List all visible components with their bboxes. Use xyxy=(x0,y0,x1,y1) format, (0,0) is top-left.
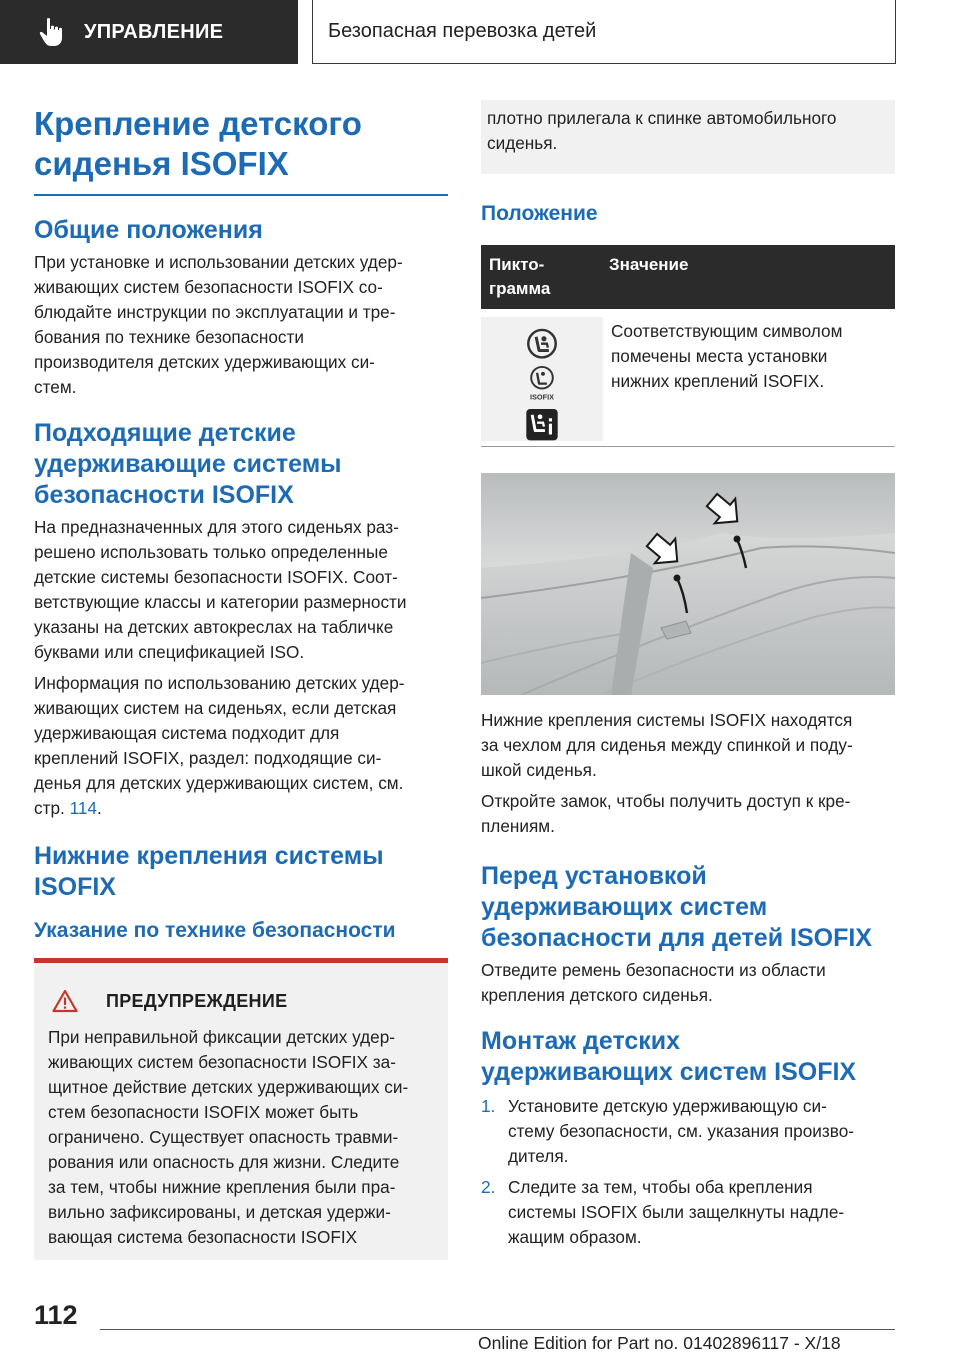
before-installation-text: Отведите ремень безопасности из области крепления детского сиденья. xyxy=(481,960,826,1005)
warning-triangle-icon xyxy=(52,989,78,1013)
footer-divider xyxy=(100,1329,895,1330)
step-number: 1. xyxy=(481,1096,496,1116)
header-section-tab xyxy=(0,0,298,64)
warning-title: ПРЕДУПРЕЖДЕНИЕ xyxy=(106,990,288,1011)
photo-caption: Нижние крепления системы ISOFIX находятся за чехлом для сиденья между спинкой и поду- шкой сиденья. xyxy=(481,710,853,780)
edition-note: Online Edition for Part no. 01402896117 - X/18 xyxy=(478,1333,841,1353)
list-item: 1. Установите детскую удерживающую си- стему безопасности, см. указания произво- дителя. xyxy=(481,1094,895,1169)
pointing-hand-icon xyxy=(38,17,64,47)
pictogram-cell xyxy=(481,317,603,441)
heading-general: Общие положения xyxy=(34,216,263,244)
suitable-paragraph-2: Информация по использованию детских удер- живающих систем на сиденьях, если детская удерживающая система подходит для креплений ISOFIX, раздел: подходящие си- денья для детских удерживающих систем, см. стр. 114. xyxy=(34,673,405,818)
isofix-anchor-photo xyxy=(481,473,895,695)
left-column xyxy=(34,100,448,1260)
heading-before-installation: Перед установкой удерживающих систем безопасности для детей ISOFIX xyxy=(481,862,872,952)
open-lock-paragraph: Откройте замок, чтобы получить доступ к кре- плениям. xyxy=(481,791,851,836)
meaning-cell: Соответствующим символом помечены места установки нижних креплений ISOFIX. xyxy=(611,321,843,391)
page-reference-link[interactable]: 114 xyxy=(69,798,97,818)
page-title: Крепление детского сиденья ISOFIX xyxy=(34,105,362,182)
child-seat-circle-icon xyxy=(525,327,559,360)
title-divider xyxy=(34,194,448,196)
heading-lower-anchorages: Нижние крепления системы ISOFIX xyxy=(34,842,384,901)
warning-box xyxy=(34,958,448,1260)
suitable-paragraph-1: На предназначенных для этого сиденьях раз- решено использовать только определенные детские системы безопасности ISOFIX. Соот- ветствующие классы и категории размерности указаны на детских автокреслах на табличке буквами или спецификацией ISO. xyxy=(34,517,407,662)
child-seat-info-icon xyxy=(525,408,559,441)
chapter-tab xyxy=(312,0,896,64)
heading-suitable-systems: Подходящие детские удерживающие системы безопасности ISOFIX xyxy=(34,419,342,509)
isofix-label-icon xyxy=(525,364,559,401)
heading-position: Положение xyxy=(481,202,598,225)
step-number: 2. xyxy=(481,1177,496,1197)
page-number: 112 xyxy=(34,1300,78,1330)
warning-text: При неправильной фиксации детских удер- живающих систем безопасности ISOFIX за- щитное действие детских удерживающих си- стем безопасности ISOFIX может быть ограничено. Существует опасность травми- рования или опасность для жизни. Следите за тем, чтобы нижние крепления были пра- вильно зафиксированы, и детская удержи- вающая система безопасности ISOFIX xyxy=(48,1027,409,1247)
list-item: 2. Следите за тем, чтобы оба крепления системы ISOFIX были защелкнуты надле- жащим образом. xyxy=(481,1175,895,1250)
pictogram-table xyxy=(481,245,895,447)
section-title: УПРАВЛЕНИЕ xyxy=(84,20,224,43)
table-row xyxy=(481,309,895,447)
heading-safety-note: Указание по технике безопасности xyxy=(34,919,396,942)
heading-mounting: Монтаж детских удерживающих систем ISOFIX xyxy=(481,1027,857,1086)
table-header: Пикто- грамма Значение xyxy=(481,245,895,309)
right-column xyxy=(481,100,895,1250)
chapter-title: Безопасная перевозка детей xyxy=(328,20,597,42)
general-paragraph: При установке и использовании детских удер- живающих систем безопасности ISOFIX со- блюдайте инструкции по эксплуатации и тре- бования по технике безопасности производителя детских удерживающих си- стем. xyxy=(34,252,403,397)
warning-continuation: плотно прилегала к спинке автомобильного сиденья. xyxy=(481,100,895,174)
mounting-steps xyxy=(481,1094,895,1250)
svg-text:ISOFIX: ISOFIX xyxy=(529,392,555,402)
